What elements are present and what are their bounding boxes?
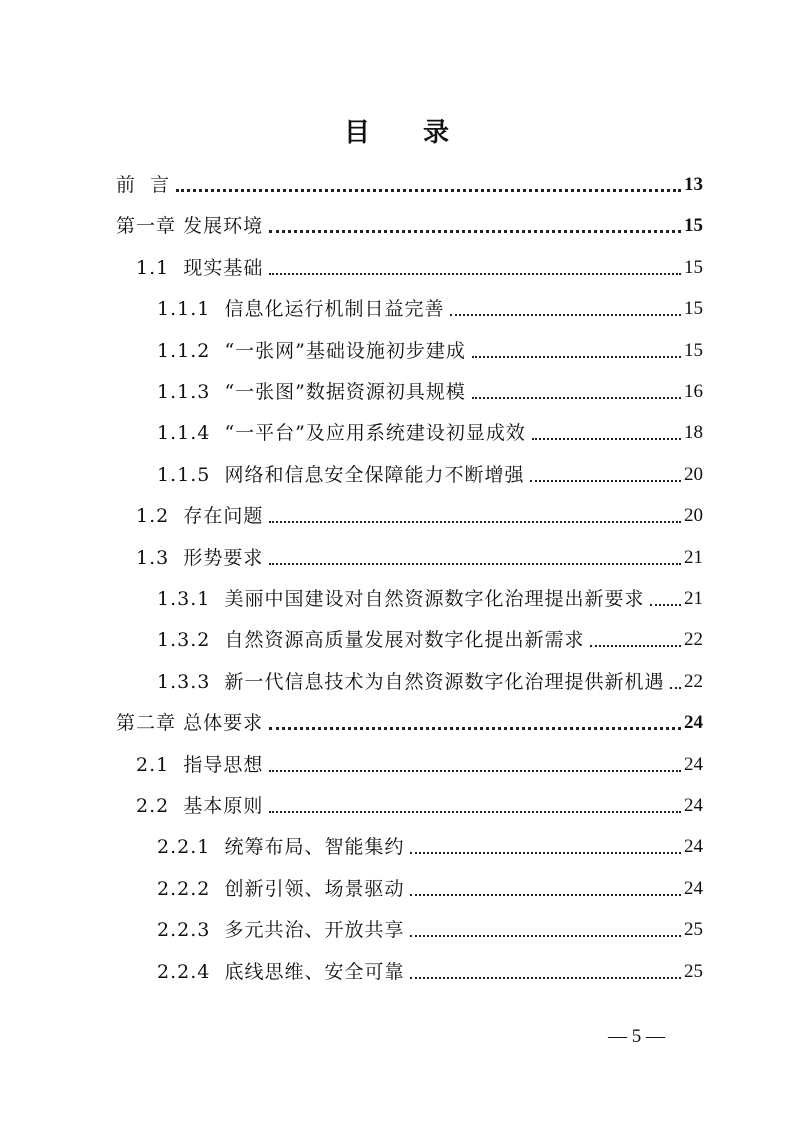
toc-entry-label	[116, 710, 263, 736]
toc-entry-page: 15	[684, 215, 703, 237]
toc-entry[interactable]	[157, 334, 703, 364]
toc-entry-page: 21	[684, 588, 703, 609]
toc-entry-text: 美丽中国建设对自然资源数字化治理提出新要求	[224, 588, 645, 610]
dot-leader	[410, 851, 681, 854]
toc-entry[interactable]	[157, 665, 703, 695]
dot-leader	[176, 188, 681, 192]
toc-entry-number: 1.3.1	[157, 588, 211, 610]
toc-entry-number: 第二章	[116, 712, 177, 735]
toc-entry-text: 存在问题	[183, 505, 264, 528]
toc-entry-text: “一张网”基础设施初步建成	[224, 339, 466, 362]
dot-leader	[410, 893, 681, 896]
toc-entry-text: 现实基础	[183, 256, 264, 279]
dot-leader	[269, 562, 681, 565]
toc-entry-number: 1.3.3	[157, 670, 211, 693]
toc-entry-label	[157, 420, 526, 446]
dot-leader	[410, 976, 681, 979]
toc-entry[interactable]	[157, 292, 703, 322]
toc-entry-page: 16	[684, 381, 703, 402]
toc-entry-label	[116, 213, 263, 239]
toc-entry-page: 22	[684, 629, 703, 651]
toc-entry-text: 基本原则	[183, 795, 264, 817]
toc-entry-label	[136, 255, 263, 281]
toc-entry[interactable]	[157, 955, 703, 985]
toc-entry-text: 总体要求	[183, 712, 264, 735]
toc-entry-page: 24	[684, 877, 703, 899]
toc-entry[interactable]	[157, 458, 703, 488]
toc-entry-page: 25	[684, 919, 703, 941]
dot-leader	[269, 769, 681, 772]
dot-leader	[410, 934, 681, 937]
toc-entry-text: 信息化运行机制日益完善	[224, 298, 445, 321]
toc-entry-number: 1.1	[136, 256, 170, 279]
toc-entry-page: 22	[684, 670, 703, 692]
toc-entry-page: 25	[684, 960, 703, 982]
toc-entry-label	[136, 503, 263, 529]
toc-entry[interactable]	[136, 499, 703, 529]
dot-leader	[472, 396, 681, 399]
toc-entry[interactable]	[157, 582, 703, 612]
toc-entry-number: 1.1.1	[157, 298, 211, 321]
toc-entry-text: 指导思想	[183, 753, 264, 776]
toc-entry-text: 自然资源高质量发展对数字化提出新需求	[224, 629, 585, 652]
toc-entry[interactable]	[157, 830, 703, 860]
toc-entry-label	[157, 462, 524, 488]
toc-entry-number: 2.2	[136, 795, 170, 817]
toc-entry-number: 1.2	[136, 505, 170, 528]
toc-entry-number: 第一章	[116, 215, 177, 238]
toc-entry-text: 多元共治、开放共享	[224, 919, 405, 942]
toc-entry-number: 1.1.5	[157, 463, 211, 486]
toc-entry[interactable]	[157, 872, 703, 902]
toc-entry-text: 创新引领、场景驱动	[224, 877, 405, 900]
page-number: — 5 —	[608, 1026, 665, 1047]
toc-entry[interactable]	[157, 623, 703, 653]
toc-entry[interactable]	[116, 706, 703, 736]
dot-leader	[269, 520, 681, 523]
dot-leader	[590, 644, 681, 647]
toc-entry[interactable]	[157, 375, 703, 405]
toc-entry-text: 新一代信息技术为自然资源数字化治理提供新机遇	[224, 670, 665, 693]
toc-entry-page: 15	[684, 298, 703, 320]
toc-entry[interactable]	[136, 251, 703, 281]
toc-entry-page: 15	[684, 256, 703, 278]
toc-entry-text: 底线思维、安全可靠	[224, 960, 405, 983]
toc-entry-number: 1.3.2	[157, 629, 211, 652]
toc-entry-number: 1.1.2	[157, 339, 211, 362]
toc-entry[interactable]	[116, 168, 703, 198]
toc-entry[interactable]	[116, 209, 703, 239]
toc-entry-label	[157, 586, 644, 612]
toc-entry-label	[157, 627, 584, 653]
toc-entry-label	[136, 793, 263, 819]
toc-entry[interactable]	[136, 541, 703, 571]
toc-entry-page: 24	[684, 795, 703, 816]
toc-entry-page: 24	[684, 753, 703, 775]
dot-leader	[450, 313, 681, 316]
dot-leader	[472, 355, 681, 358]
toc-entry-label	[157, 917, 404, 943]
toc-entry-page: 20	[684, 463, 703, 485]
toc-entry-number: 1.1.4	[157, 422, 211, 445]
toc-title: 目 录	[343, 118, 472, 148]
toc-entry[interactable]	[157, 913, 703, 943]
toc-entry-label	[136, 752, 263, 778]
dot-leader	[670, 686, 681, 689]
toc-entry-number: 2.2.2	[157, 877, 211, 900]
toc-entry-page: 15	[684, 339, 703, 361]
toc-entry-number: 2.2.4	[157, 960, 211, 983]
toc-entry-number: 1.1.3	[157, 381, 211, 403]
dot-leader	[269, 726, 681, 730]
toc-entry-label	[116, 172, 170, 198]
toc-entry[interactable]	[136, 748, 703, 778]
toc-entry-text: “一张图”数据资源初具规模	[224, 381, 466, 403]
toc-entry-number: 1.3	[136, 546, 170, 569]
dot-leader	[269, 810, 681, 813]
toc-entry-text: 网络和信息安全保障能力不断增强	[224, 463, 525, 486]
toc-entry-label	[157, 834, 404, 860]
dot-leader	[650, 603, 681, 606]
toc-entry-page: 24	[684, 712, 703, 734]
toc-entry-label	[157, 338, 466, 364]
dot-leader	[269, 272, 681, 275]
toc-entry-text: 统筹布局、智能集约	[224, 836, 405, 859]
toc-entry-label	[157, 296, 444, 322]
toc-entry-label	[136, 545, 263, 571]
toc-entry-text: 发展环境	[183, 215, 264, 238]
toc-entry-number: 2.2.1	[157, 836, 211, 859]
toc-entry-page: 20	[684, 505, 703, 527]
dot-leader	[532, 437, 681, 440]
toc-entry-number: 2.1	[136, 753, 170, 776]
toc-entry-number: 前 言	[116, 174, 171, 196]
dot-leader	[269, 229, 681, 233]
toc-entry-page: 21	[684, 546, 703, 568]
toc-entry-page: 18	[684, 422, 703, 444]
toc-entry-page: 13	[684, 174, 703, 195]
toc-entry-page: 24	[684, 836, 703, 858]
toc-entry-label	[157, 876, 404, 902]
toc-entry-number: 2.2.3	[157, 919, 211, 942]
toc-entry-text: “一平台”及应用系统建设初显成效	[224, 422, 526, 445]
toc-entry-label	[157, 959, 404, 985]
toc-entry[interactable]	[157, 416, 703, 446]
toc-entry-label	[157, 669, 664, 695]
toc-entry-label	[157, 379, 466, 405]
toc-entry-text: 形势要求	[183, 546, 264, 569]
dot-leader	[530, 479, 681, 482]
toc-entry[interactable]	[136, 789, 703, 819]
